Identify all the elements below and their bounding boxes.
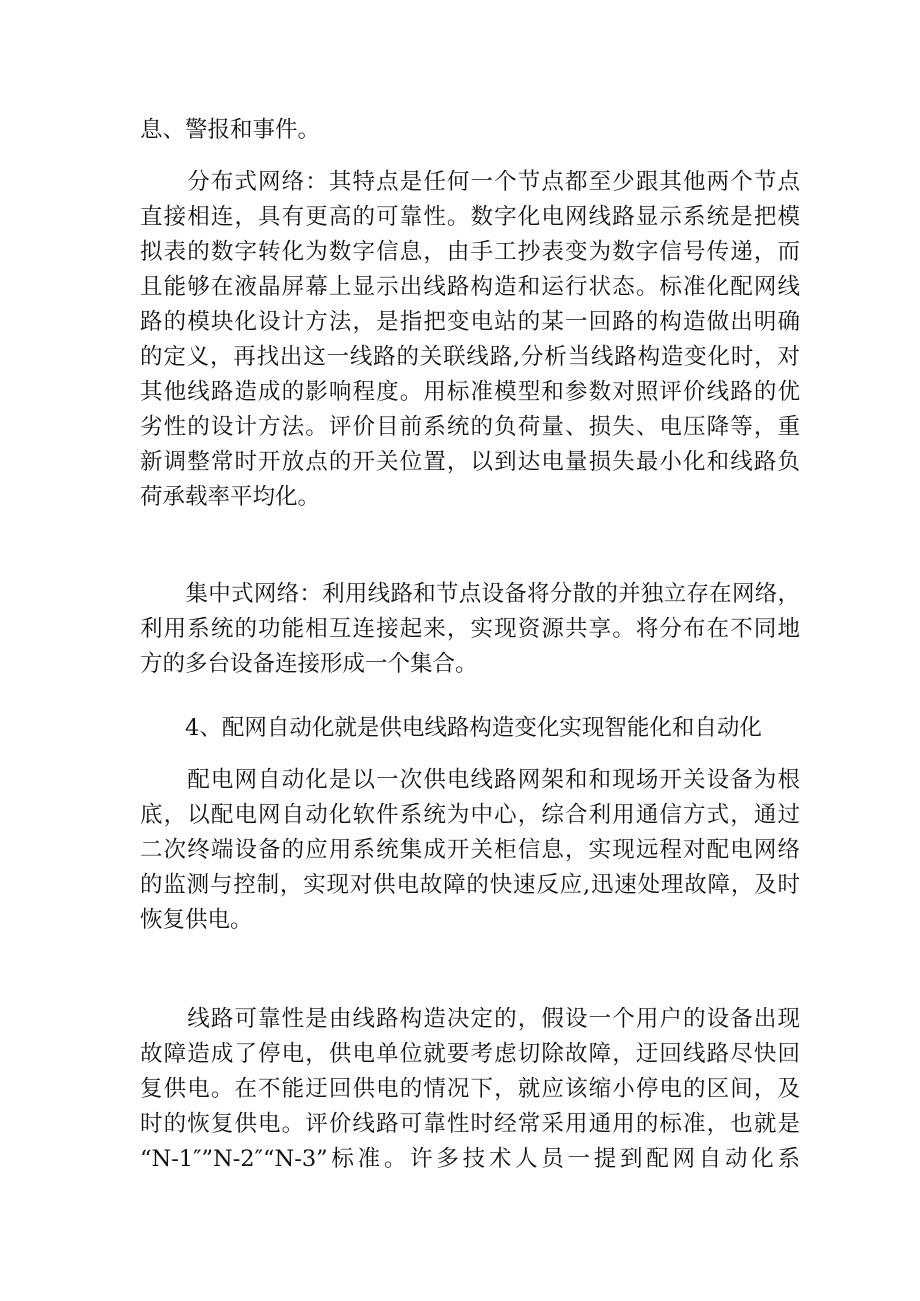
text-line: 方的多台设备连接形成一个集合。: [140, 651, 478, 677]
text-line: 且能够在液晶屏幕上显示出线路构造和运行状态。标准化配网线: [140, 274, 800, 300]
text-line: 故障造成了停电，供电单位就要考虑切除故障，迂回线路尽快回: [140, 1041, 800, 1067]
text-line: 分布式网络：其特点是任何一个节点都至少跟其他两个节点: [140, 169, 800, 195]
text-line: 路的模块化设计方法，是指把变电站的某一回路的构造做出明确: [140, 309, 800, 335]
paragraph-line-reliability: [140, 1002, 800, 1177]
text-line: 其他线路造成的影响程度。用标准模型和参数对照评价线路的优: [140, 379, 800, 405]
text-line: 荷承载率平均化。: [140, 484, 321, 510]
text-line: 二次终端设备的应用系统集成开关柜信息，实现远程对配电网络: [140, 837, 800, 863]
paragraph-centralized-network: [140, 577, 800, 682]
text-line: 配电网自动化是以一次供电线路网架和和现场开关设备为根: [140, 767, 800, 793]
text-line: 的监测与控制，实现对供电故障的快速反应,迅速处理故障，及时: [140, 872, 800, 898]
text-line: 集中式网络：利用线路和节点设备将分散的并独立存在网络，: [140, 581, 800, 607]
text-line: 劣性的设计方法。评价目前系统的负荷量、损失、电压降等，重: [140, 414, 800, 440]
section-heading: [140, 711, 800, 746]
heading-line: 4、配网自动化就是供电线路构造变化实现智能化和自动化: [140, 715, 762, 741]
text-line: 的定义，再找出这一线路的关联线路,分析当线路构造变化时，对: [140, 344, 800, 370]
text-line: 拟表的数字转化为数字信息，由手工抄表变为数字信号传递，而: [140, 239, 800, 265]
text-line: 恢复供电。: [140, 907, 253, 933]
text-line: 底，以配电网自动化软件系统为中心，综合利用通信方式，通过: [140, 802, 800, 828]
text-line: 息、警报和事件。: [140, 117, 321, 143]
paragraph-distribution-automation: [140, 763, 800, 938]
text-line: “N-1″”N-2″“N-3”标准。许多技术人员一提到配网自动化系: [140, 1146, 800, 1172]
text-line: 利用系统的功能相互连接起来，实现资源共享。将分布在不同地: [140, 616, 800, 642]
text-line: 新调整常时开放点的开关位置，以到达电量损失最小化和线路负: [140, 449, 800, 475]
paragraph-fragment: [140, 113, 800, 148]
paragraph-distributed-network: [140, 165, 800, 515]
text-line: 线路可靠性是由线路构造决定的，假设一个用户的设备出现: [140, 1006, 800, 1032]
text-line: 直接相连，具有更高的可靠性。数字化电网线路显示系统是把模: [140, 204, 800, 230]
text-line: 时的恢复供电。评价线路可靠性时经常采用通用的标准，也就是: [140, 1111, 800, 1137]
text-line: 复供电。在不能迂回供电的情况下，就应该缩小停电的区间，及: [140, 1076, 800, 1102]
